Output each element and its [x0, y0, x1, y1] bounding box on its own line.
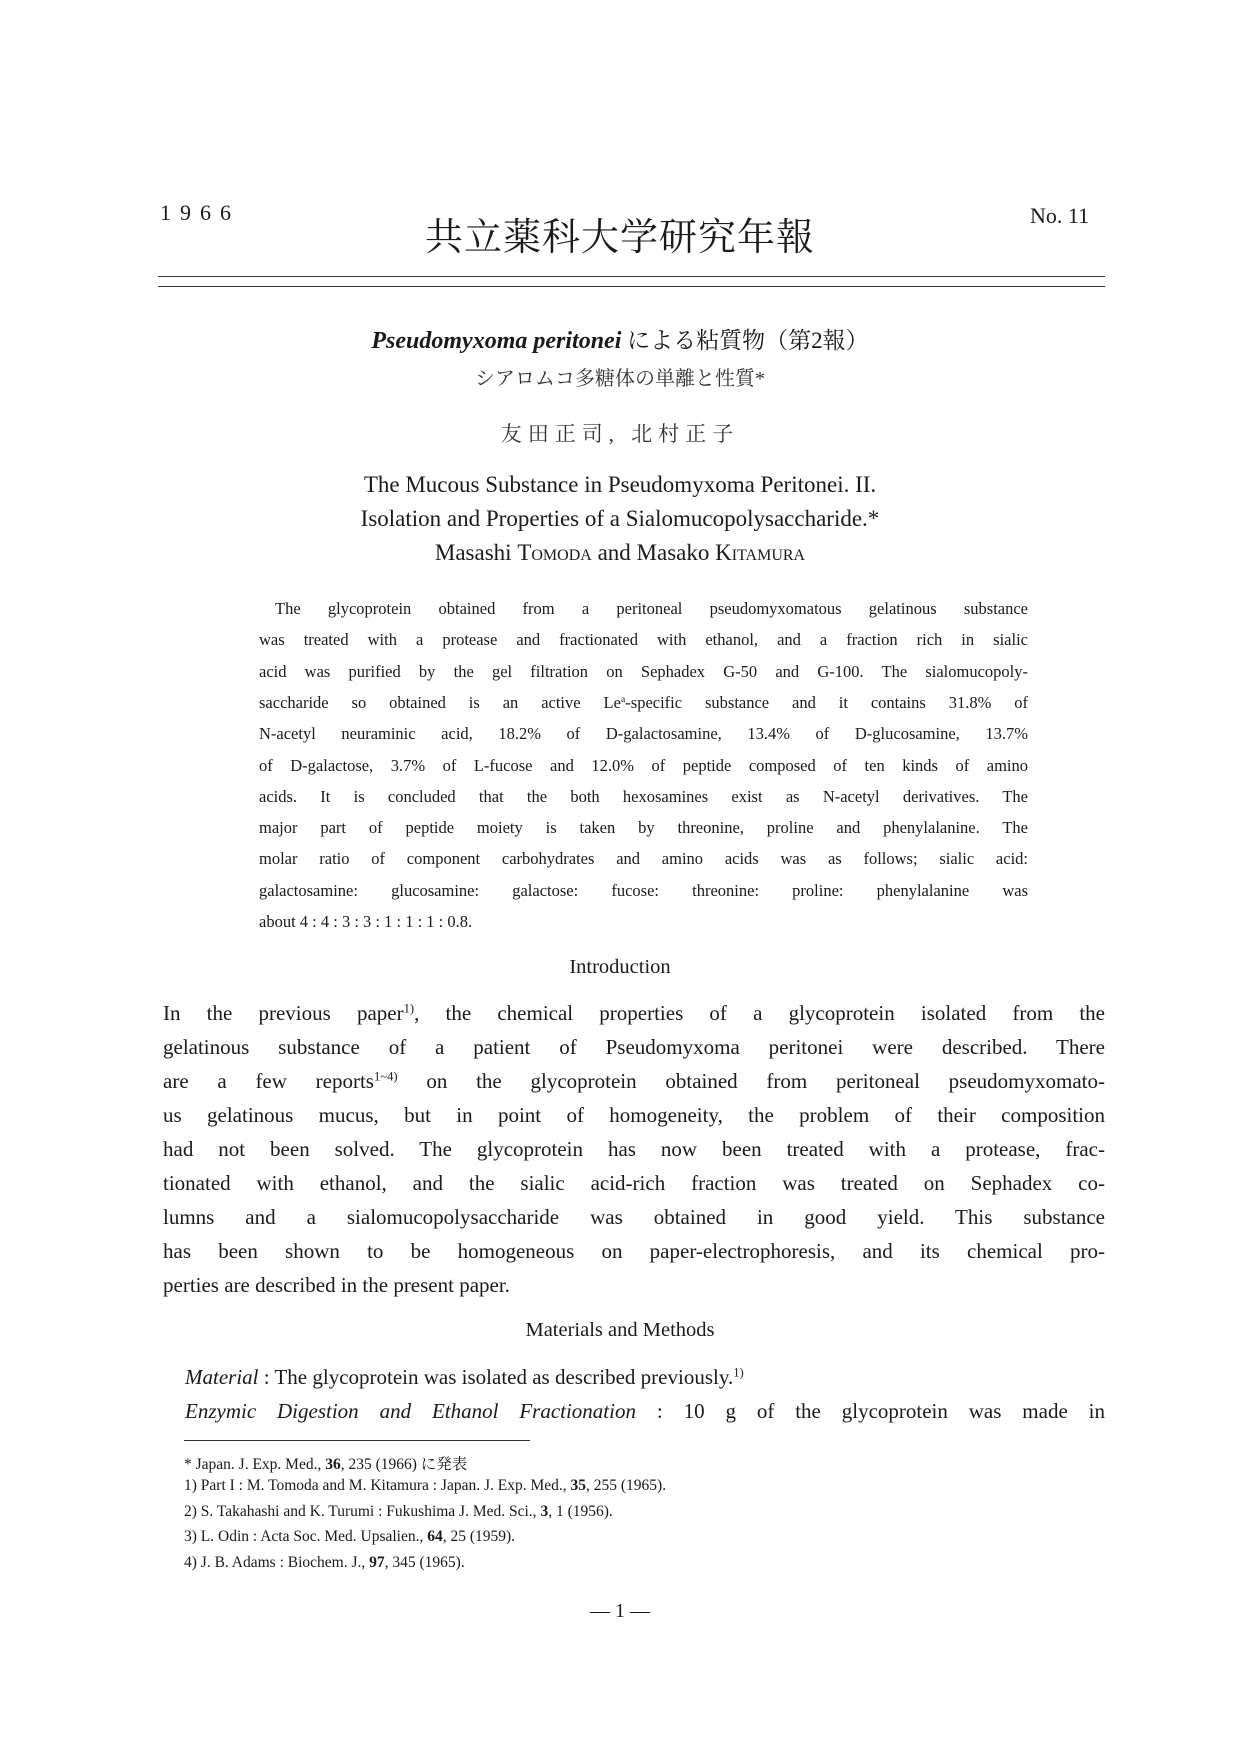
text-run: 1) Part I : M. Tomoda and M. Kitamura : Japan. J. Exp. Med., [184, 1477, 571, 1495]
text-run: In the previous paper [163, 1001, 404, 1025]
introduction-line [163, 1069, 1105, 1096]
reference-superscript: 1) [403, 1001, 415, 1016]
footnote [184, 1452, 467, 1474]
japanese-authors: 友田正司, 北村正子 [500, 422, 740, 446]
english-title-line-2: Isolation and Properties of a Sialomucopolysaccharide.* [360, 506, 880, 531]
text-run: lumns and a sialomucopolysaccharide was obtained in good yield. This substance [163, 1205, 1105, 1229]
volume-number: 97 [369, 1553, 385, 1571]
introduction-line [163, 1001, 1105, 1028]
footnote [184, 1528, 515, 1546]
text-run: acid was purified by the gel filtration on Sephadex G-50 and G-100. The sialomucopoly- [259, 661, 1028, 681]
text-run: 2) S. Takahashi and K. Turumi : Fukushima J. Med. Sci., [184, 1502, 541, 1520]
text-run: tionated with ethanol, and the sialic acid-rich fraction was treated on Sephadex co- [163, 1171, 1105, 1195]
footnote [184, 1477, 666, 1495]
text-run: major part of peptide moiety is taken by threonine, proline and phenylalanine. The [259, 818, 1028, 838]
text-run: galactosamine: glucosamine: galactose: fucose: threonine: proline: phenylalanine was [259, 880, 1028, 900]
header-rule-bottom [158, 286, 1105, 287]
journal-title: 共立薬科大学研究年報 [424, 215, 815, 259]
issue-number: No. 11 [1030, 203, 1090, 228]
text-run: about 4 : 4 : 3 : 3 : 1 : 1 : 1 : 0.8. [259, 912, 473, 931]
volume-number: 3 [540, 1502, 549, 1520]
english-authors [0, 540, 1240, 566]
text-run: , 1 (1956). [548, 1502, 613, 1520]
run-in-heading: Material [185, 1365, 259, 1389]
text-run: perties are described in the present paper. [163, 1273, 510, 1297]
abstract-line [259, 693, 1028, 714]
text-run: : 10 g of the glycoprotein was made in [635, 1399, 1105, 1423]
introduction-line [163, 1137, 1105, 1164]
text-run: saccharide so obtained is an active Le [259, 692, 621, 712]
footnote-rule [184, 1440, 530, 1441]
footnote [184, 1503, 613, 1521]
text-run: gelatinous substance of a patient of Pseudomyxoma peritonei were described. There [163, 1035, 1105, 1059]
text-run: 4) J. B. Adams : Biochem. J., [184, 1553, 370, 1571]
volume-year: 1966 [160, 200, 240, 225]
run-in-heading: Enzymic Digestion and Ethanol Fractionation [185, 1399, 636, 1423]
introduction-line [163, 1273, 1105, 1298]
text-run: , 345 (1965). [384, 1553, 465, 1571]
abstract-line [259, 724, 1028, 745]
text-run: * Japan. J. Exp. Med., [184, 1456, 326, 1473]
methods-line [163, 1399, 1105, 1426]
text-run: us gelatinous mucus, but in point of homogeneity, the problem of their composition [163, 1103, 1105, 1127]
author-2-first: Masako [636, 540, 716, 565]
text-run: has been shown to be homogeneous on paper-electrophoresis, and its chemical pro- [163, 1239, 1105, 1263]
author-1-last: Tomoda [517, 540, 592, 565]
methods-line [163, 1365, 1105, 1390]
text-run: was treated with a protease and fractionated with ethanol, and a fraction rich in sialic [259, 630, 1028, 650]
footnote [184, 1554, 465, 1572]
reference-superscript: 1) [733, 1365, 744, 1380]
text-run: are a few reports [163, 1069, 374, 1093]
methods-heading: Materials and Methods [525, 1319, 715, 1341]
abstract-line [259, 662, 1028, 683]
introduction-line [163, 1035, 1105, 1062]
abstract-line [259, 756, 1028, 777]
volume-number: 36 [325, 1456, 341, 1473]
introduction-line [163, 1103, 1105, 1130]
species-name: Pseudomyxoma peritonei [371, 328, 622, 354]
header-rule-top [158, 276, 1105, 277]
reference-superscript: 1~4) [373, 1069, 398, 1084]
text-run: : The glycoprotein was isolated as described previously. [258, 1365, 734, 1389]
author-2-last: Kitamura [715, 540, 806, 565]
text-run: on the glycoprotein obtained from peritoneal pseudomyxomato- [397, 1069, 1105, 1093]
abstract-line [259, 881, 1028, 902]
author-conjunction: and [591, 540, 637, 565]
volume-number: 64 [427, 1528, 443, 1546]
abstract-line [259, 630, 1028, 651]
volume-number: 35 [570, 1477, 587, 1495]
text-run: acids. It is concluded that the both hexosamines exist as N-acetyl derivatives. The [259, 786, 1028, 806]
abstract-line [259, 849, 1028, 870]
abstract-line [259, 599, 1028, 620]
text-run: , 255 (1965). [586, 1477, 667, 1495]
text-run: , 25 (1959). [442, 1528, 516, 1546]
text-run: , the chemical properties of a glycoprotein isolated from the [414, 1001, 1105, 1025]
abstract-line [259, 818, 1028, 839]
text-run: molar ratio of component carbohydrates and amino acids was as follows; sialic acid: [259, 849, 1028, 869]
introduction-line [163, 1205, 1105, 1232]
text-run: of D-galactose, 3.7% of L-fucose and 12.0% of peptide composed of ten kinds of amino [259, 755, 1028, 775]
text-run: -specific substance and it contains 31.8% of [625, 692, 1028, 712]
page-number: — 1 — [590, 1600, 650, 1622]
reference-superscript: a [620, 693, 626, 705]
introduction-line [163, 1239, 1105, 1266]
japanese-title-rest: による粘質物（第2報） [621, 328, 869, 353]
text-run: N-acetyl neuraminic acid, 18.2% of D-galactosamine, 13.4% of D-glucosamine, 13.7% [259, 724, 1028, 744]
text-run: The glycoprotein obtained from a peritoneal pseudomyxomatous gelatinous substance [275, 599, 1028, 618]
japanese-subtitle: シアロムコ多糖体の単離と性質* [475, 368, 765, 390]
introduction-heading: Introduction [569, 956, 671, 978]
text-run: , 235 (1966) に発表 [340, 1456, 468, 1473]
introduction-line [163, 1171, 1105, 1198]
abstract-line [259, 787, 1028, 808]
text-run: had not been solved. The glycoprotein has now been treated with a protease, frac- [163, 1137, 1105, 1161]
text-run: 3) L. Odin : Acta Soc. Med. Upsalien., [184, 1528, 428, 1546]
english-title-line-1: The Mucous Substance in Pseudomyxoma Peritonei. II. [363, 472, 877, 497]
abstract-line [259, 912, 1028, 932]
japanese-title [0, 322, 1240, 355]
author-1-first: Masashi [434, 540, 518, 565]
